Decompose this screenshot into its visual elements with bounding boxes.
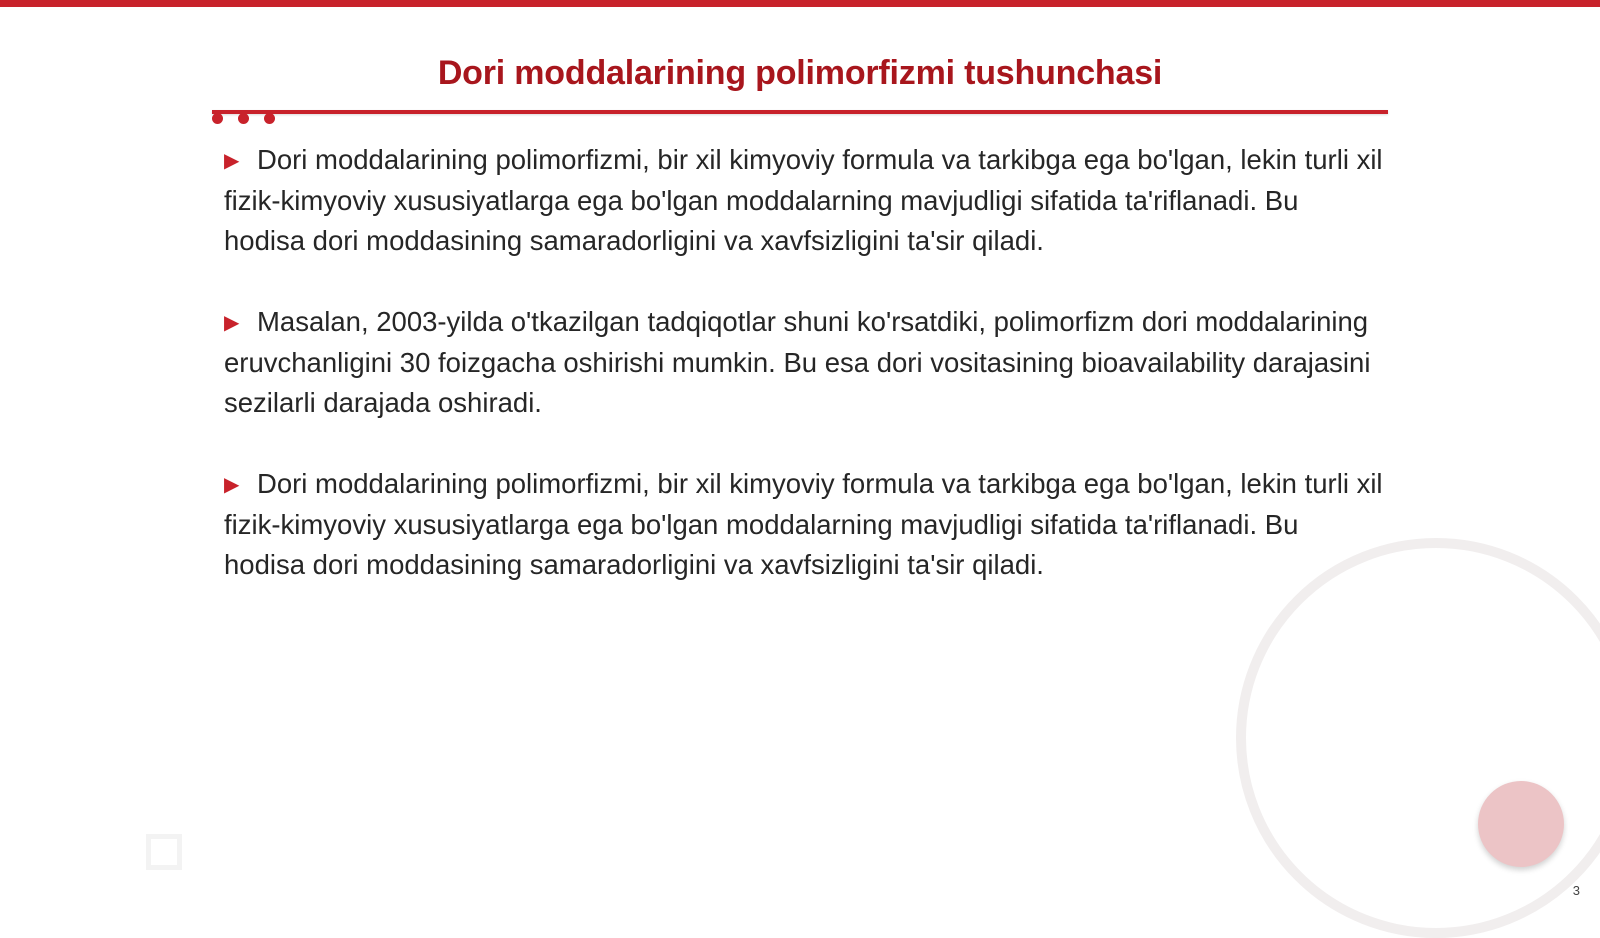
page-number: 3 xyxy=(1572,883,1580,898)
top-accent-bar xyxy=(0,0,1600,7)
decor-dot-2 xyxy=(238,113,249,124)
bullet-item xyxy=(224,302,1384,423)
decor-square xyxy=(146,834,182,870)
bullet-text: Dori moddalarining polimorfizmi, bir xil kimyoviy formula va tarkibga ega bo'lgan, lekin turli xil fizik-kimyoviy xususiyatlarga ega bo'lgan moddalarning mavjudligi sifatida ta'riflanadi. Bu hodisa dori moddasining samaradorligini va xavfsizligini ta'sir qiladi. xyxy=(224,144,1383,256)
decor-circle xyxy=(1478,781,1564,867)
decor-dot-1 xyxy=(212,113,223,124)
bullet-arrow-icon: ▶ xyxy=(224,312,240,334)
decor-dot-3 xyxy=(264,113,275,124)
slide-title: Dori moddalarining polimorfizmi tushunchasi xyxy=(437,54,1163,92)
bullet-text: Masalan, 2003-yilda o'tkazilgan tadqiqotlar shuni ko'rsatdiki, polimorfizm dori moddalarining eruvchanligini 30 foizgacha oshirishi mumkin. Bu esa dori vositasining bioavailability darajasini sezilarli darajada oshiradi. xyxy=(224,306,1371,418)
bullet-text: Dori moddalarining polimorfizmi, bir xil kimyoviy formula va tarkibga ega bo'lgan, lekin turli xil fizik-kimyoviy xususiyatlarga ega bo'lgan moddalarning mavjudligi sifatida ta'riflanadi. Bu hodisa dori moddasining samaradorligini va xavfsizligini ta'sir qiladi. xyxy=(224,468,1383,580)
bullet-item xyxy=(224,464,1384,585)
bullet-item xyxy=(224,140,1384,261)
bullet-arrow-icon: ▶ xyxy=(224,150,240,172)
bullet-list xyxy=(224,140,1384,626)
bullet-arrow-icon: ▶ xyxy=(224,474,240,496)
title-underline xyxy=(212,110,1388,114)
